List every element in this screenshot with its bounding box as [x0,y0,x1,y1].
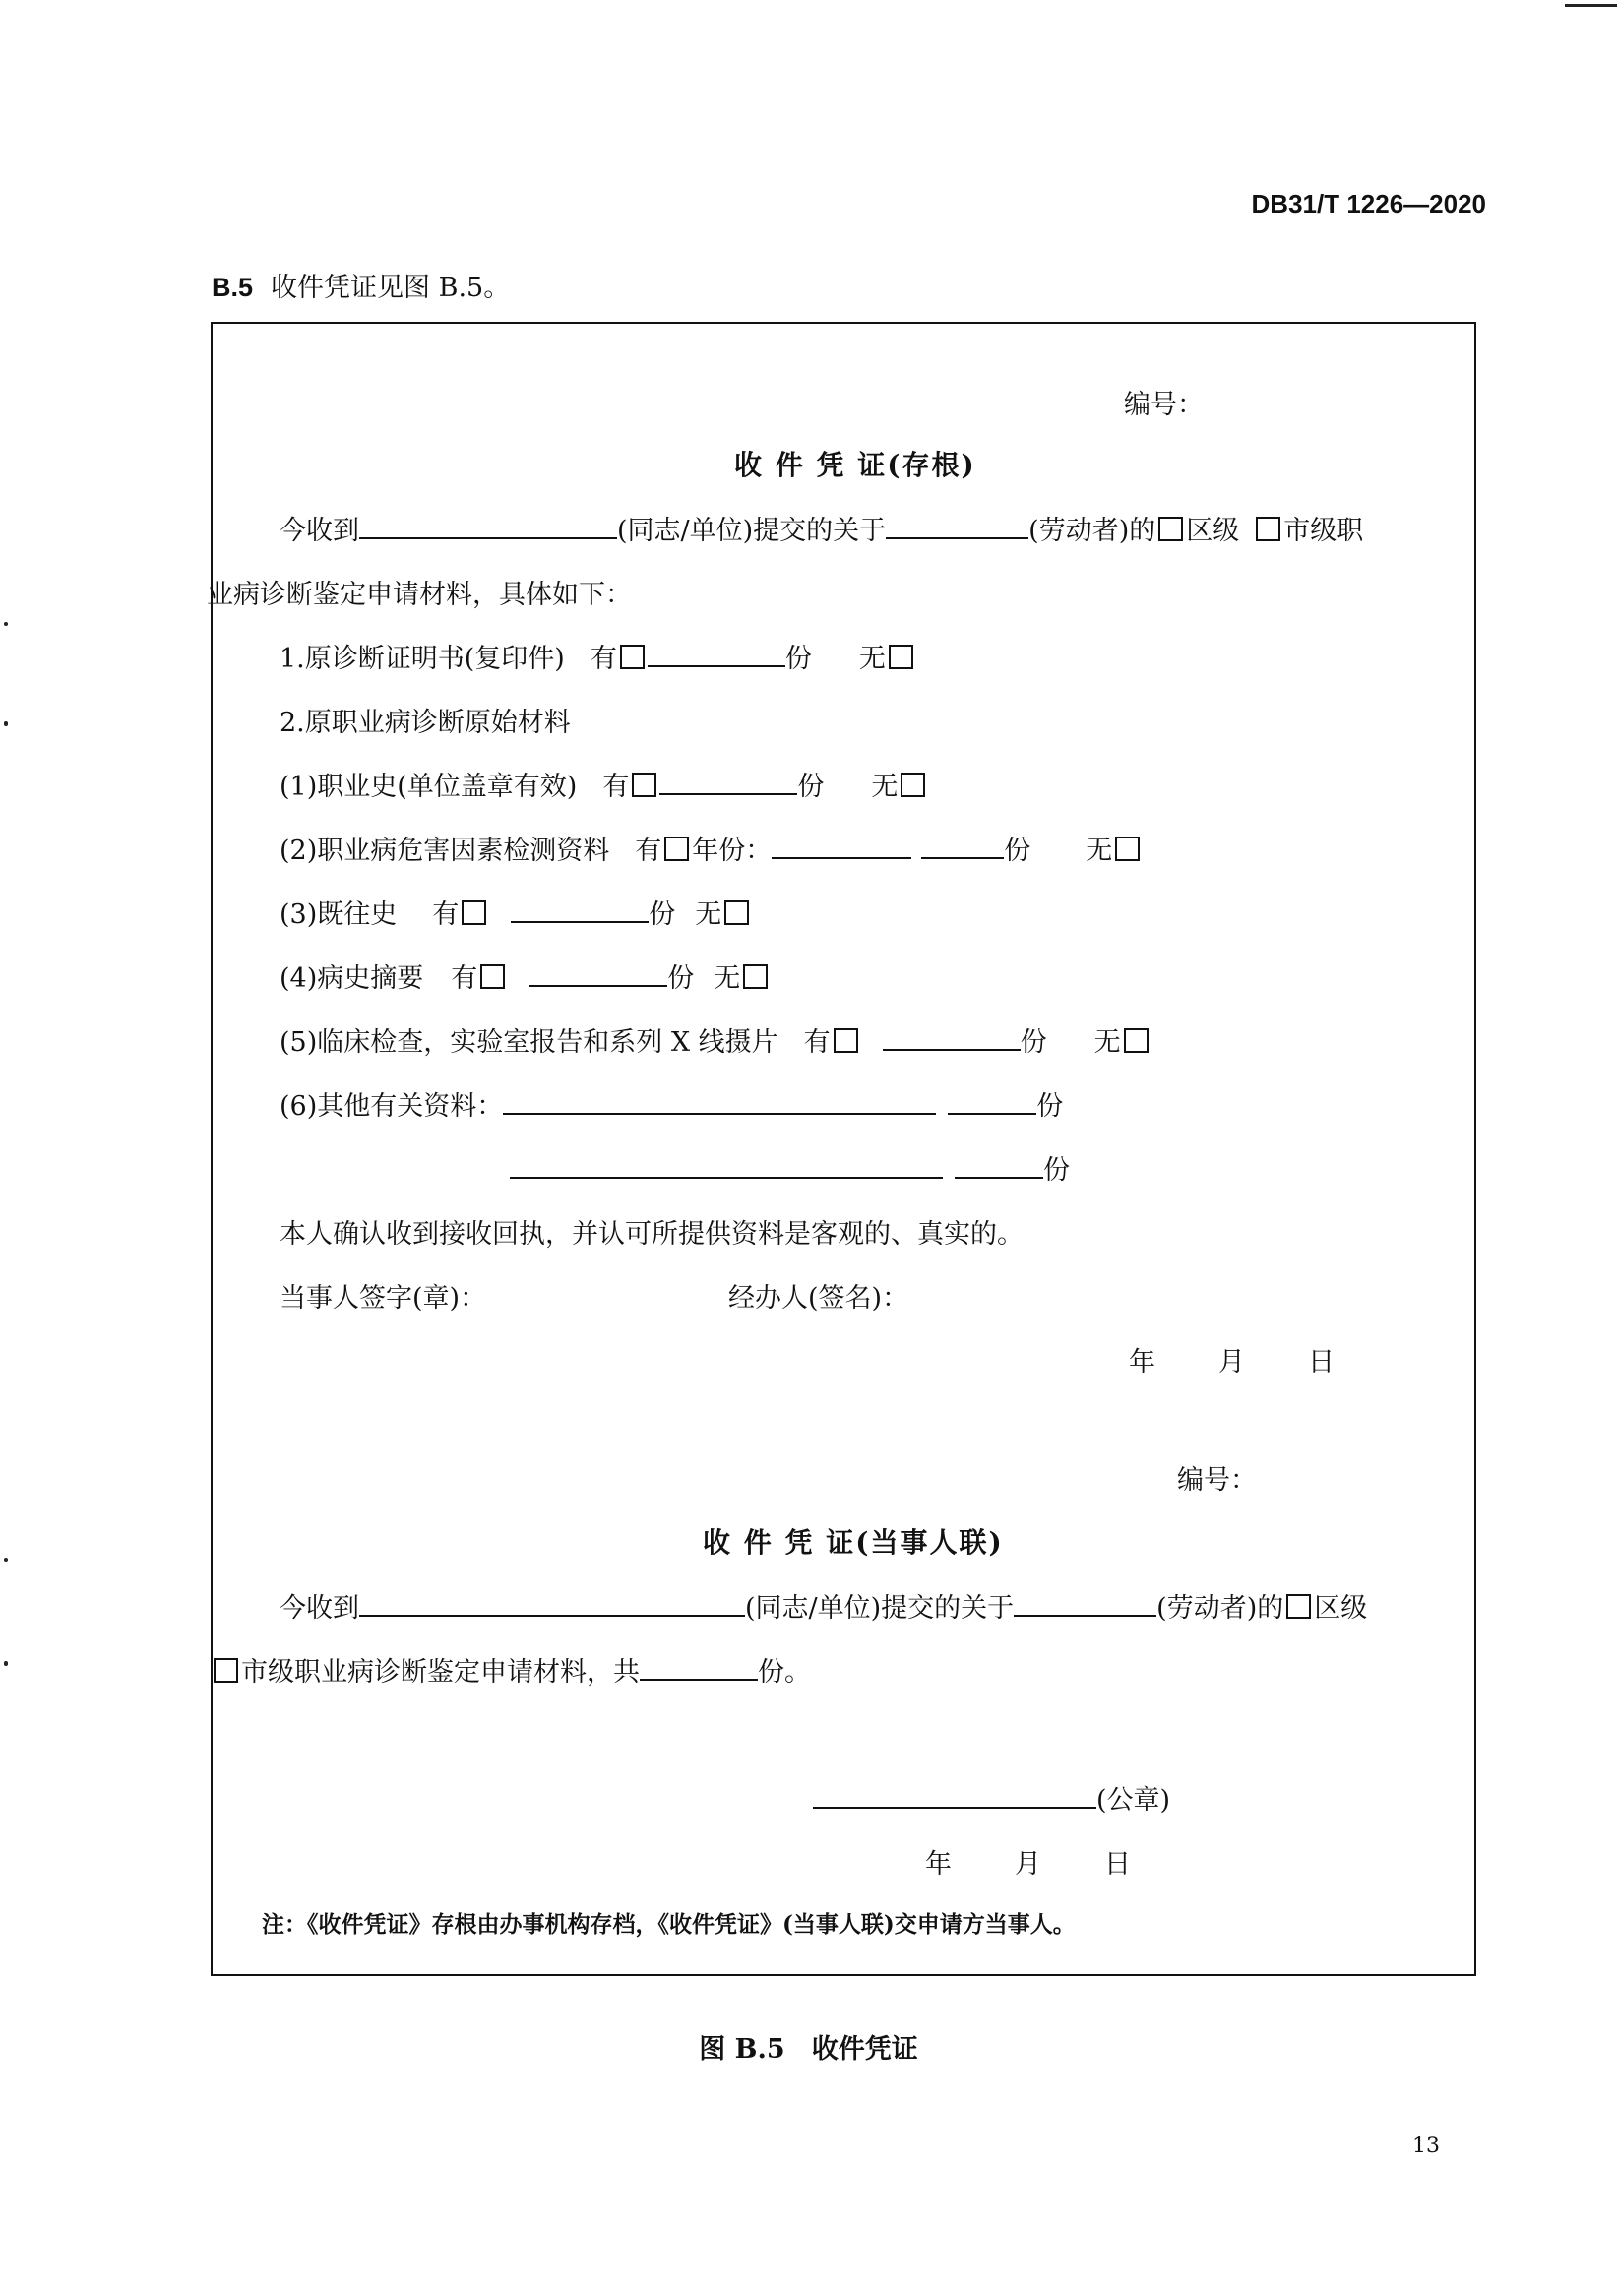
stub-line-2: 业病诊断鉴定申请材料，具体如下： [207,580,632,610]
text: 年份： [692,836,773,866]
checkbox [1124,1028,1149,1053]
checkbox [1286,1594,1311,1619]
page-number: 13 [1412,2134,1440,2158]
stub-party-sign: 当事人签字(章)： [280,1283,487,1314]
blank-line [921,832,1004,859]
party-date [925,1842,1131,1881]
text: (3)既往史 [280,900,398,930]
text: 今收到 [280,1593,359,1624]
blank-line [640,1653,758,1681]
blank-line [813,1781,1096,1809]
text: 今收到 [280,516,359,546]
text: 份 [1004,836,1031,866]
checkbox [632,773,656,797]
checkbox [1115,837,1140,861]
stub-sub-6-extra [510,1148,1070,1187]
stub-sub-1 [280,765,928,803]
checkbox [462,900,486,925]
stub-sub-6 [280,1085,1063,1123]
blank-line [886,512,1028,539]
checkbox [743,964,768,989]
stub-sub-2 [280,829,1143,867]
text: 有 [451,963,478,994]
scan-mark [1565,4,1617,7]
stub-number-label: 编号： [1124,390,1204,420]
text: 无 [1086,836,1113,866]
stub-sub-3 [280,893,752,931]
stub-handler-sign: 经办人(签名)： [728,1283,909,1314]
stub-date [1129,1340,1335,1379]
text: 份 [1020,1027,1047,1058]
checkbox [620,645,645,669]
stub-sub-5 [280,1021,1151,1059]
blank-line [510,1151,943,1179]
stub-sub-4 [280,957,771,995]
text: 无 [714,963,741,994]
figure-caption: 图 B.5 收件凭证 [699,2034,918,2065]
stub-line-1 [280,509,1363,547]
text: 无 [871,772,899,802]
text: 有 [803,1027,831,1058]
party-seal [813,1778,1170,1817]
text: (5)临床检查，实验室报告和系列 X 线摄片 [280,1027,778,1058]
checkbox [480,964,505,989]
party-line-2 [211,1650,811,1689]
checkbox [664,837,689,861]
checkbox [889,645,913,669]
party-note: 注：《收件凭证》存根由办事机构存档，《收件凭证》(当事人联)交申请方当事人。 [262,1911,1076,1938]
text: 无 [858,644,886,674]
text: 日 [1308,1347,1335,1378]
text: (同志/单位)提交的关于 [617,516,887,546]
scan-mark [4,1558,8,1562]
stub-item-2: 2.原职业病诊断原始材料 [280,708,571,738]
text: 1.原诊断证明书(复印件) [280,644,565,674]
blank-line [359,1589,745,1617]
text: 市级职 [1283,516,1364,546]
text: 区级 [1314,1593,1368,1624]
stub-confirm: 本人确认收到接收回执，并认可所提供资料是客观的、真实的。 [280,1219,1024,1250]
scan-mark [4,721,8,726]
text: 无 [695,900,722,930]
blank-line [359,512,617,539]
text: (劳动者)的 [1028,516,1156,546]
checkbox [724,900,749,925]
text: (公章) [1096,1785,1171,1816]
blank-line [648,640,785,667]
section-text: 收件凭证见图 B.5。 [271,273,511,303]
text: (4)病史摘要 [280,963,424,994]
text: 月 [1015,1849,1041,1880]
checkbox [901,773,925,797]
text: (6)其他有关资料： [280,1091,504,1122]
text: (劳动者)的 [1156,1593,1284,1624]
blank-line [511,896,649,923]
text: 有 [635,836,662,866]
text: 年 [1129,1347,1155,1378]
blank-line [772,832,911,859]
blank-line [948,1087,1036,1115]
text: 有 [602,772,630,802]
text: 区级 [1186,516,1240,546]
blank-line [1014,1589,1156,1617]
blank-line [503,1087,936,1115]
blank-line [883,1024,1021,1051]
text: 有 [432,900,460,930]
party-line-1 [280,1586,1367,1625]
checkbox [214,1658,238,1683]
party-title: 收 件 凭 证(当事人联) [703,1526,1004,1559]
text: 市级职业病诊断鉴定申请材料，共 [241,1657,640,1688]
text: (同志/单位)提交的关于 [745,1593,1015,1624]
text: 份 [649,900,676,930]
section-number: B.5 [212,273,254,302]
text: (2)职业病危害因素检测资料 [280,836,610,866]
section-heading [212,266,510,304]
checkbox [834,1028,858,1053]
blank-line [529,960,667,987]
standard-number: DB31/T 1226—2020 [1251,189,1486,218]
stub-item-1 [280,637,916,675]
text: 份 [667,963,695,994]
blank-line [659,768,797,795]
text: 有 [590,644,617,674]
text: 无 [1093,1027,1121,1058]
checkbox [1256,517,1280,541]
text: (1)职业史(单位盖章有效) [280,772,578,802]
text: 份 [797,772,825,802]
text: 份。 [758,1657,811,1688]
text: 份 [1036,1091,1064,1122]
text: 份 [1043,1155,1070,1186]
stub-title: 收 件 凭 证(存根) [734,449,976,481]
receipt-frame [207,322,1476,1976]
checkbox [1158,517,1183,541]
blank-line [955,1151,1043,1179]
text: 份 [784,644,812,674]
party-number-label: 编号： [1177,1465,1257,1496]
text: 月 [1218,1347,1245,1378]
text: 年 [925,1849,952,1880]
scan-mark [4,1661,8,1666]
scan-mark [4,622,8,626]
text: 日 [1104,1849,1131,1880]
